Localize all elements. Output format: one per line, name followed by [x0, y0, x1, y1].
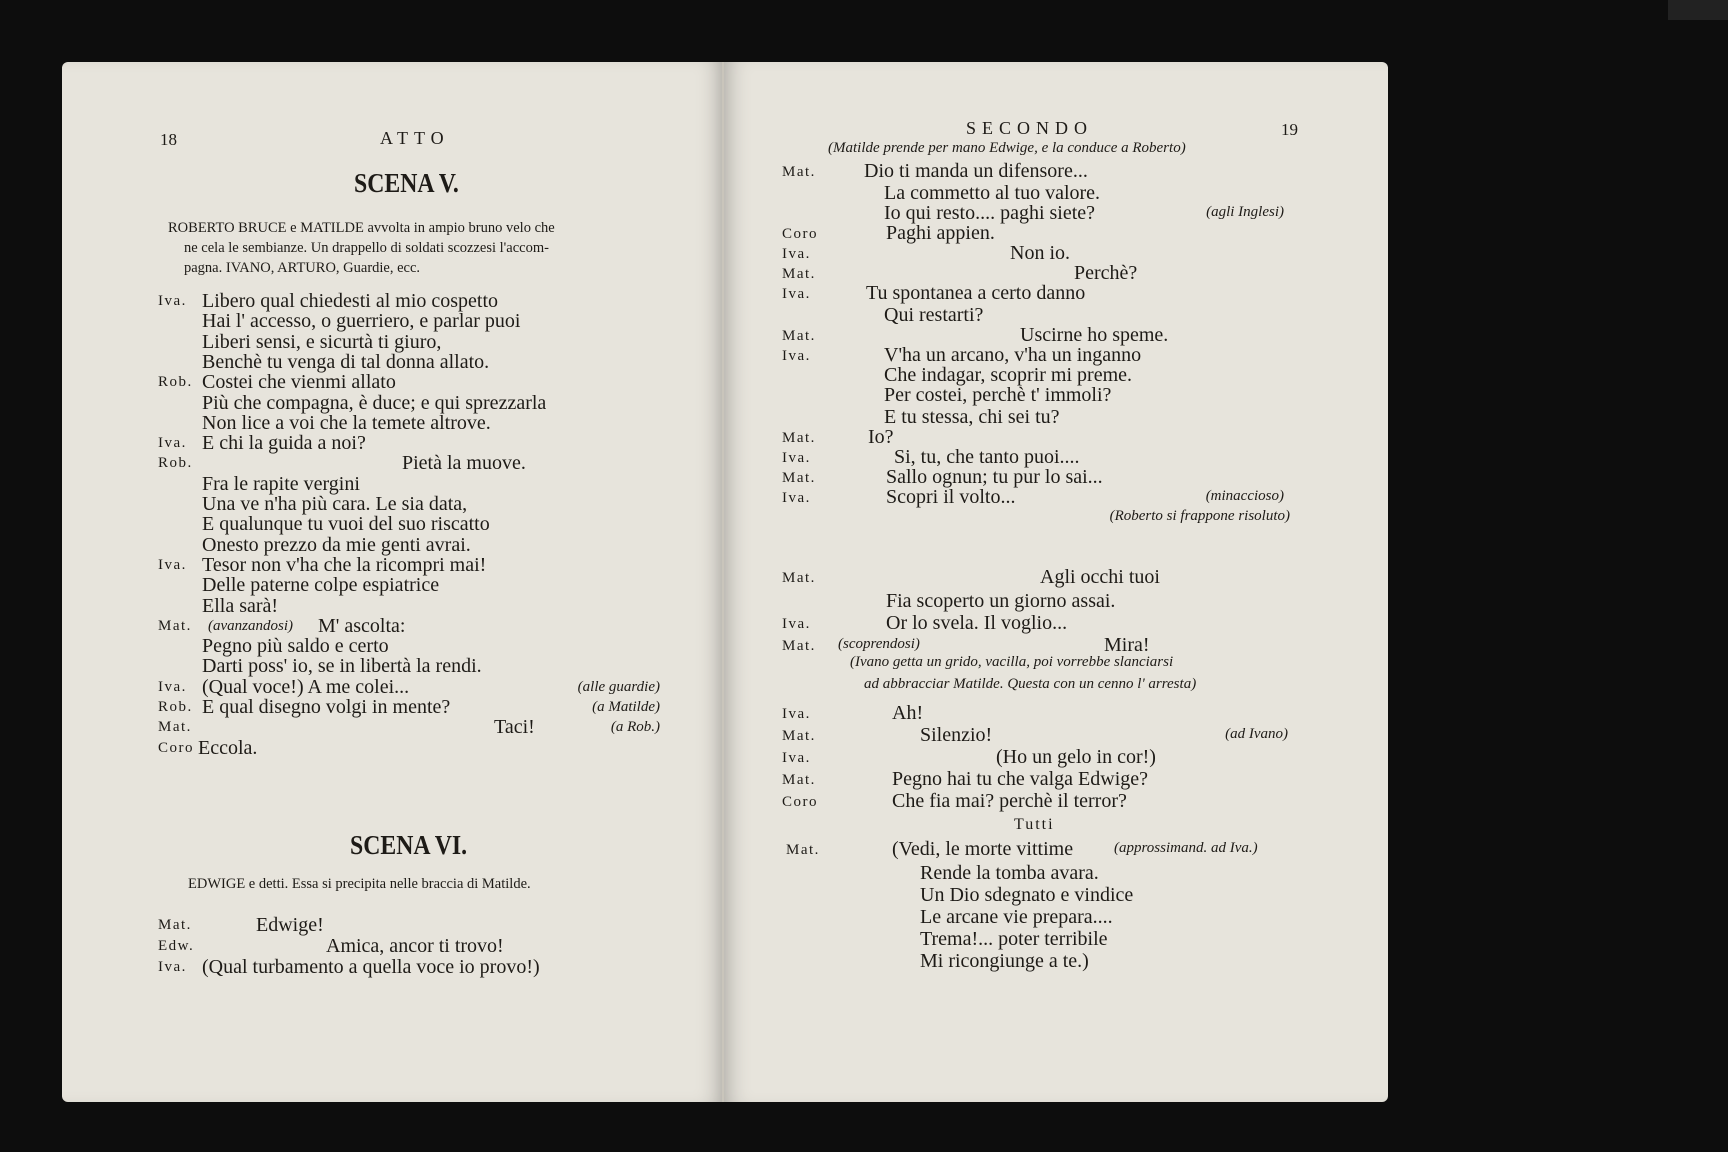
verse-line: Libero qual chiedesti al mio cospetto: [202, 290, 499, 312]
verse-line: Mi ricongiunge a te.): [920, 950, 1089, 972]
speaker-label: Coro: [158, 739, 194, 756]
verse-line: Qui restarti?: [884, 304, 984, 326]
verse-line: E qual disegno volgi in mente?: [202, 696, 451, 718]
verse-line: (Qual turbamento a quella voce io provo!): [202, 956, 540, 978]
speaker-label: Mat.: [782, 638, 816, 654]
stage-note: (a Matilde): [592, 699, 660, 715]
speaker-label: Mat.: [158, 917, 192, 933]
stage-direction: (Matilde prende per mano Edwige, e la conduce a Roberto): [828, 140, 1186, 156]
verse-line: V'ha un arcano, v'ha un inganno: [884, 344, 1142, 366]
verse-line: Ella sarà!: [202, 594, 279, 617]
speaker-label: Rob.: [158, 699, 193, 715]
verse-line: Una ve n'ha più cara. Le sia data,: [202, 493, 468, 515]
verse-line: Trema!... poter terribile: [920, 928, 1108, 950]
speaker-label: Mat.: [782, 470, 816, 486]
verse-line: Le arcane vie prepara....: [920, 906, 1113, 928]
speaker-label: Iva.: [158, 959, 187, 975]
verse-line: Agli occhi tuoi: [1040, 566, 1160, 588]
stage-note: (ad Ivano): [1225, 726, 1288, 742]
speaker-label: Iva.: [158, 435, 187, 452]
verse-line: Si, tu, che tanto puoi....: [894, 446, 1080, 468]
stage-note: (a Rob.): [610, 719, 660, 736]
verse-line: Paghi appien.: [886, 222, 995, 244]
stage-direction: (Roberto si frappone risoluto): [1109, 508, 1290, 524]
verse-line: E chi la guida a noi?: [202, 432, 366, 455]
verse-line: (Vedi, le morte vittime: [892, 838, 1074, 860]
verse-line: Che indagar, scoprir mi preme.: [884, 364, 1133, 386]
verse-line: Pietà la muove.: [402, 452, 526, 475]
verse-line: (Qual voce!) A me colei...: [202, 675, 410, 698]
speaker-label: Iva.: [158, 678, 187, 695]
verse-line: Un Dio sdegnato e vindice: [920, 884, 1134, 906]
verse-line: Edwige!: [256, 914, 324, 936]
verse-line: Uscirne ho speme.: [1020, 324, 1169, 346]
verse-line: Non lice a voi che la temete altrove.: [202, 411, 491, 434]
verse-line: Fia scoperto un giorno assai.: [886, 590, 1116, 612]
verse-line: Eccola.: [198, 736, 258, 759]
verse-line: Che fia mai? perchè il terror?: [892, 790, 1127, 812]
verse-line: La commetto al tuo valore.: [884, 182, 1101, 204]
speaker-label: Iva.: [158, 556, 187, 573]
speaker-label: Iva.: [782, 706, 811, 722]
stage-direction: (Ivano getta un grido, vacilla, poi vorrebbe slanciarsi: [850, 654, 1174, 670]
verse-line: Amica, ancor ti trovo!: [326, 935, 504, 957]
speaker-label: Mat.: [782, 772, 816, 788]
page-number: 18: [160, 130, 177, 149]
verse-line: Io qui resto.... paghi siete?: [884, 202, 1096, 224]
scene-title: SCENA VI.: [350, 830, 468, 860]
speaker-label: Iva.: [782, 286, 811, 302]
verse-line: Io?: [868, 426, 894, 448]
stage-note: (approssimand. ad Iva.): [1114, 840, 1258, 856]
verse-line: E tu stessa, chi sei tu?: [884, 406, 1060, 428]
verse-line: Fra le rapite vergini: [202, 472, 360, 495]
speaker-label: Iva.: [158, 293, 187, 309]
verse-line: Per costei, perchè t' immoli?: [884, 384, 1112, 406]
verse-line: Or lo svela. Il voglio...: [886, 612, 1068, 634]
verse-line: Ah!: [892, 702, 924, 724]
verse-line: Scopri il volto...: [886, 486, 1016, 508]
speaker-label: Rob.: [158, 374, 193, 391]
verse-line: Mira!: [1104, 634, 1150, 656]
stage-note: (alle guardie): [577, 678, 660, 695]
verse-line: Rende la tomba avara.: [920, 862, 1099, 884]
chorus-heading: Tutti: [1014, 816, 1055, 833]
speaker-label: Iva.: [782, 490, 811, 506]
verse-line: Hai l' accesso, o guerriero, e parlar puoi: [202, 310, 521, 333]
verse-line: Taci!: [494, 716, 535, 739]
stage-direction-line: ne cela le sembianze. Un drappello di soldati scozzesi l'accom-: [184, 240, 549, 256]
stage-note: (agli Inglesi): [1206, 204, 1284, 220]
corner-shadow: [1668, 0, 1728, 20]
verse-line: Dio ti manda un difensore...: [864, 160, 1088, 182]
speaker-label: Iva.: [782, 750, 811, 766]
verse-line: Non io.: [1010, 242, 1070, 264]
speaker-label: Iva.: [782, 616, 811, 632]
verse-line: Delle paterne colpe espiatrice: [202, 574, 440, 597]
verse-line: Sallo ognun; tu pur lo sai...: [886, 466, 1103, 488]
verse-line: (Ho un gelo in cor!): [996, 746, 1156, 768]
verse-line: Perchè?: [1074, 262, 1138, 284]
stage-note: (avanzandosi): [208, 617, 293, 634]
speaker-label: Iva.: [782, 348, 811, 364]
speaker-label: Mat.: [786, 842, 820, 858]
left-page: [62, 62, 724, 1102]
verse-line: Più che compagna, è duce; e qui sprezzarla: [202, 391, 547, 414]
speaker-label: Edw.: [158, 938, 195, 954]
stage-note: (scoprendosi): [838, 636, 920, 652]
verse-line: Liberi sensi, e sicurtà ti giuro,: [202, 330, 442, 353]
speaker-label: Mat.: [158, 719, 192, 736]
verse-line: M' ascolta:: [318, 614, 406, 637]
verse-line: Benchè tu venga di tal donna allato.: [202, 350, 490, 373]
verse-line: Costei che vienmi allato: [202, 371, 396, 394]
verse-line: Silenzio!: [920, 724, 993, 746]
stage-note: (minaccioso): [1205, 488, 1284, 504]
speaker-label: Iva.: [782, 450, 811, 466]
speaker-label: Mat.: [782, 328, 816, 344]
speaker-label: Mat.: [782, 570, 816, 586]
verse-line: Tu spontanea a certo danno: [866, 282, 1086, 304]
speaker-label: Iva.: [782, 246, 811, 262]
verse-line: Pegno più saldo e certo: [202, 635, 389, 658]
speaker-label: Rob.: [158, 455, 193, 472]
speaker-label: Mat.: [782, 430, 816, 446]
stage-direction-line: EDWIGE e detti. Essa si precipita nelle braccia di Matilde.: [188, 876, 531, 892]
speaker-label: Coro: [782, 794, 818, 810]
speaker-label: Mat.: [782, 728, 816, 744]
verse-line: Pegno hai tu che valga Edwige?: [892, 768, 1149, 790]
page-number: 19: [1281, 120, 1298, 139]
running-head: SECONDO: [966, 118, 1094, 138]
stage-direction-line: ROBERTO BRUCE e MATILDE avvolta in ampio bruno velo che: [168, 220, 555, 236]
stage-direction-line: pagna. IVANO, ARTURO, Guardie, ecc.: [184, 260, 421, 276]
speaker-label: Coro: [782, 226, 818, 242]
right-page: [724, 62, 1388, 1102]
verse-line: Onesto prezzo da mie genti avrai.: [202, 533, 471, 556]
speaker-label: Mat.: [782, 266, 816, 282]
speaker-label: Mat.: [158, 617, 192, 634]
scene-title: SCENA V.: [354, 168, 459, 198]
verse-line: Tesor non v'ha che la ricompri mai!: [202, 553, 487, 576]
stage-direction: ad abbracciar Matilde. Questa con un cenno l' arresta): [864, 676, 1197, 692]
verse-line: Darti poss' io, se in libertà la rendi.: [202, 655, 482, 678]
running-head: ATTO: [380, 128, 450, 148]
speaker-label: Mat.: [782, 164, 816, 180]
verse-line: E qualunque tu vuoi del suo riscatto: [202, 513, 490, 536]
